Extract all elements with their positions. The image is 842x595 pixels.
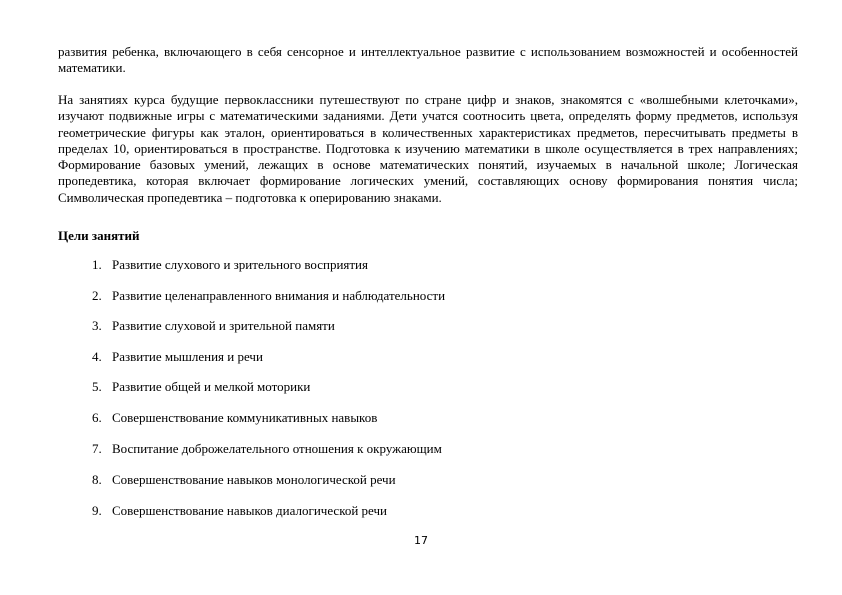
goal-text: Развитие мышления и речи — [112, 349, 263, 364]
goal-item-3 — [92, 318, 335, 334]
goal-item-9 — [92, 503, 387, 519]
goal-text: Развитие слуховой и зрительной памяти — [112, 318, 335, 333]
goal-text: Совершенствование коммуникативных навыков — [112, 410, 378, 425]
goal-item-6 — [92, 410, 377, 426]
goal-item-2 — [92, 288, 445, 304]
paragraph-continuation: развития ребенка, включающего в себя сенсорное и интеллектуальное развитие с использованием возможностей и особенностей математики. — [58, 44, 798, 76]
goal-number: 4. — [92, 349, 102, 364]
goal-number: 5. — [92, 379, 102, 394]
goal-number: 7. — [92, 441, 102, 456]
goal-text: Совершенствование навыков монологической речи — [112, 472, 396, 487]
goal-text: Развитие целенаправленного внимания и наблюдательности — [112, 288, 446, 303]
goal-item-1 — [92, 257, 368, 273]
goal-number: 6. — [92, 410, 102, 425]
page-number: 17 — [414, 534, 428, 547]
goal-number: 2. — [92, 288, 102, 303]
goal-number: 3. — [92, 318, 102, 333]
goal-number: 1. — [92, 257, 102, 272]
goal-number: 9. — [92, 503, 102, 518]
goal-number: 8. — [92, 472, 102, 487]
goal-text: Развитие слухового и зрительного восприятия — [112, 257, 368, 272]
goal-item-5 — [92, 379, 310, 395]
goal-item-8 — [92, 472, 396, 488]
goal-item-7 — [92, 441, 442, 457]
goal-text: Воспитание доброжелательного отношения к окружающим — [112, 441, 442, 456]
goals-heading: Цели занятий — [58, 228, 140, 243]
goal-text: Совершенствование навыков диалогической речи — [112, 503, 387, 518]
paragraph-course-description: На занятиях курса будущие первоклассники путешествуют по стране цифр и знаков, знакомятся с «волшебными клеточками», изучают подвижные игры с математическими заданиями. Дети учатся соотносить цвета, определять форму предметов, используя геометрические фигуры как эталон, ориентироваться в количественных характеристиках предметов, пересчитывать предметы в пределах 10, ориентироваться в пространстве. Подготовка к изучению математики в школе осуществляется в трех направлениях; Формирование базовых умений, лежащих в основе математических понятий, изучаемых в начальной школе; Логическая пропедевтика, которая включает формирование логических умений, составляющих основу формирования понятия числа; Символическая пропедевтика – подготовка к оперированию знаками. — [58, 92, 798, 205]
goal-item-4 — [92, 349, 263, 365]
goal-text: Развитие общей и мелкой моторики — [112, 379, 311, 394]
